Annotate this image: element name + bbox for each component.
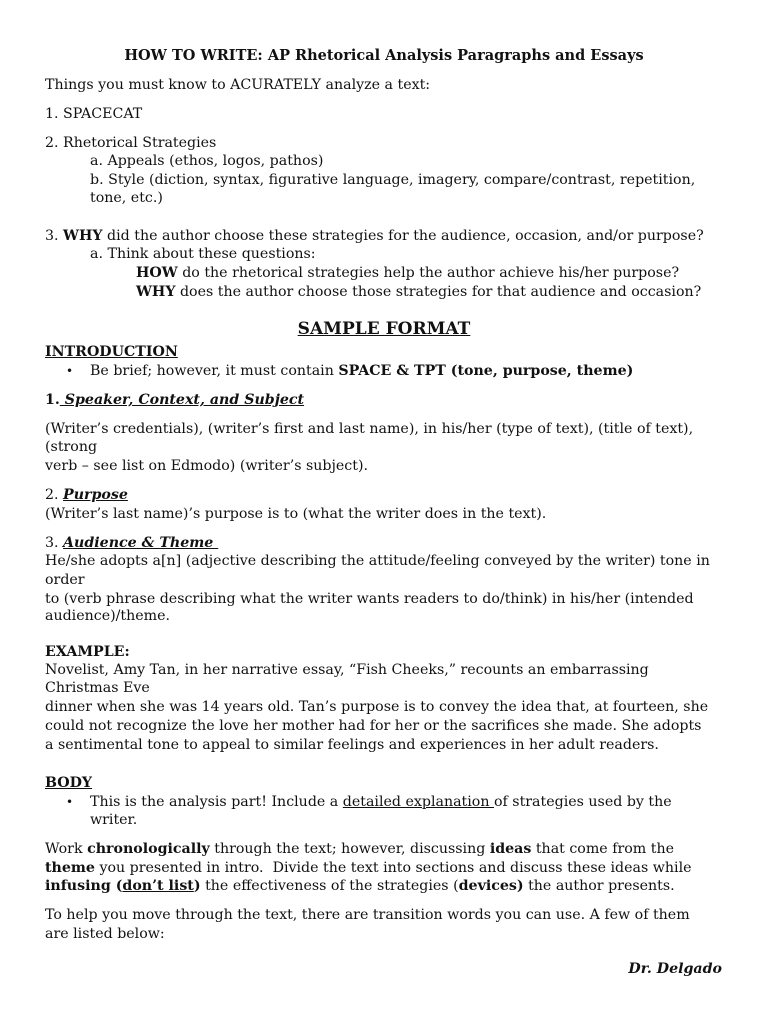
bullet-icon: • bbox=[66, 364, 74, 378]
body-paragraph-line-1: Work chronologically through the text; however, discussing ideas that come from the bbox=[45, 841, 674, 857]
example-line-5: a sentimental tone to appeal to similar feelings and experiences in her adult readers. bbox=[45, 737, 659, 753]
example-heading: EXAMPLE: bbox=[45, 644, 130, 660]
item-3a: a. Think about these questions: bbox=[90, 246, 316, 262]
item-2a: a. Appeals (ethos, logos, pathos) bbox=[90, 153, 324, 169]
intro-bullet-item bbox=[90, 362, 633, 381]
example-line-1: Novelist, Amy Tan, in her narrative essay, “Fish Cheeks,” recounts an embarrassing bbox=[45, 662, 649, 678]
section-3-line-4: audience)/theme. bbox=[45, 608, 170, 624]
body-bullet-line-2: writer. bbox=[90, 812, 138, 828]
example-line-4: could not recognize the love her mother had for her or the sacrifices she made. She adopts bbox=[45, 718, 702, 734]
page-title: HOW TO WRITE: AP Rhetorical Analysis Paragraphs and Essays bbox=[124, 47, 644, 64]
transition-line-2: are listed below: bbox=[45, 926, 165, 942]
bullet-icon: • bbox=[66, 795, 74, 809]
item-2b-line-1: b. Style (diction, syntax, figurative language, imagery, compare/contrast, repetition, bbox=[90, 172, 696, 188]
example-line-2: Christmas Eve bbox=[45, 680, 150, 696]
intro-bullet-bold: SPACE & TPT (tone, purpose, theme) bbox=[338, 363, 634, 379]
item-1: 1. SPACECAT bbox=[45, 106, 143, 122]
section-3-line-1: He/she adopts a[n] (adjective describing the attitude/feeling conveyed by the writer) tone in bbox=[45, 553, 710, 569]
question-why-bold: WHY bbox=[136, 284, 176, 300]
section-2-line-1: (Writer’s last name)’s purpose is to (what the writer does in the text). bbox=[45, 506, 547, 522]
question-how-bold: HOW bbox=[136, 265, 178, 281]
transition-line-1: To help you move through the text, there are transition words you can use. A few of them bbox=[45, 907, 690, 923]
section-3-heading: 3. Audience & Theme bbox=[45, 535, 219, 551]
item-3 bbox=[45, 227, 704, 246]
body-bullet-line-1: This is the analysis part! Include a detailed explanation of strategies used by the bbox=[90, 794, 672, 810]
section-1-line-2: (strong bbox=[45, 439, 98, 455]
question-why-text: does the author choose those strategies for that audience and occasion? bbox=[175, 284, 702, 300]
section-1-line-3: verb – see list on Edmodo) (writer’s subject). bbox=[45, 458, 368, 474]
question-why bbox=[136, 283, 701, 302]
author-signature: Dr. Delgado bbox=[628, 961, 722, 977]
section-2-heading: 2. Purpose bbox=[45, 487, 128, 503]
question-how bbox=[136, 264, 679, 283]
body-heading: BODY bbox=[45, 775, 93, 791]
item-3-text: did the author choose these strategies for the audience, occasion, and/or purpose? bbox=[102, 228, 704, 244]
example-line-3: dinner when she was 14 years old. Tan’s purpose is to convey the idea that, at fourteen, she bbox=[45, 699, 709, 715]
introduction-heading: INTRODUCTION bbox=[45, 344, 178, 360]
item-2: 2. Rhetorical Strategies bbox=[45, 135, 217, 151]
body-paragraph-line-2: theme you presented in intro. Divide the text into sections and discuss these ideas while bbox=[45, 860, 692, 876]
item-2b-line-2: tone, etc.) bbox=[90, 190, 163, 206]
section-3-line-3: to (verb phrase describing what the writer wants readers to do/think) in his/her (intended bbox=[45, 591, 694, 607]
section-1-line-1: (Writer’s credentials), (writer’s first and last name), in his/her (type of text), (title of text), bbox=[45, 421, 694, 437]
section-3-line-2: order bbox=[45, 572, 85, 588]
sample-format-heading: SAMPLE FORMAT bbox=[297, 319, 471, 339]
body-paragraph-line-3: infusing (don’t list) the effectiveness of the strategies (devices) the author presents. bbox=[45, 878, 675, 894]
intro-bullet-text: Be brief; however, it must contain bbox=[90, 363, 339, 379]
item-3-why: WHY bbox=[63, 228, 103, 244]
question-how-text: do the rhetorical strategies help the author achieve his/her purpose? bbox=[177, 265, 680, 281]
intro-line: Things you must know to ACURATELY analyze a text: bbox=[45, 77, 431, 93]
item-3-number: 3. bbox=[45, 228, 64, 244]
section-1-heading: 1. Speaker, Context, and Subject bbox=[45, 392, 305, 408]
